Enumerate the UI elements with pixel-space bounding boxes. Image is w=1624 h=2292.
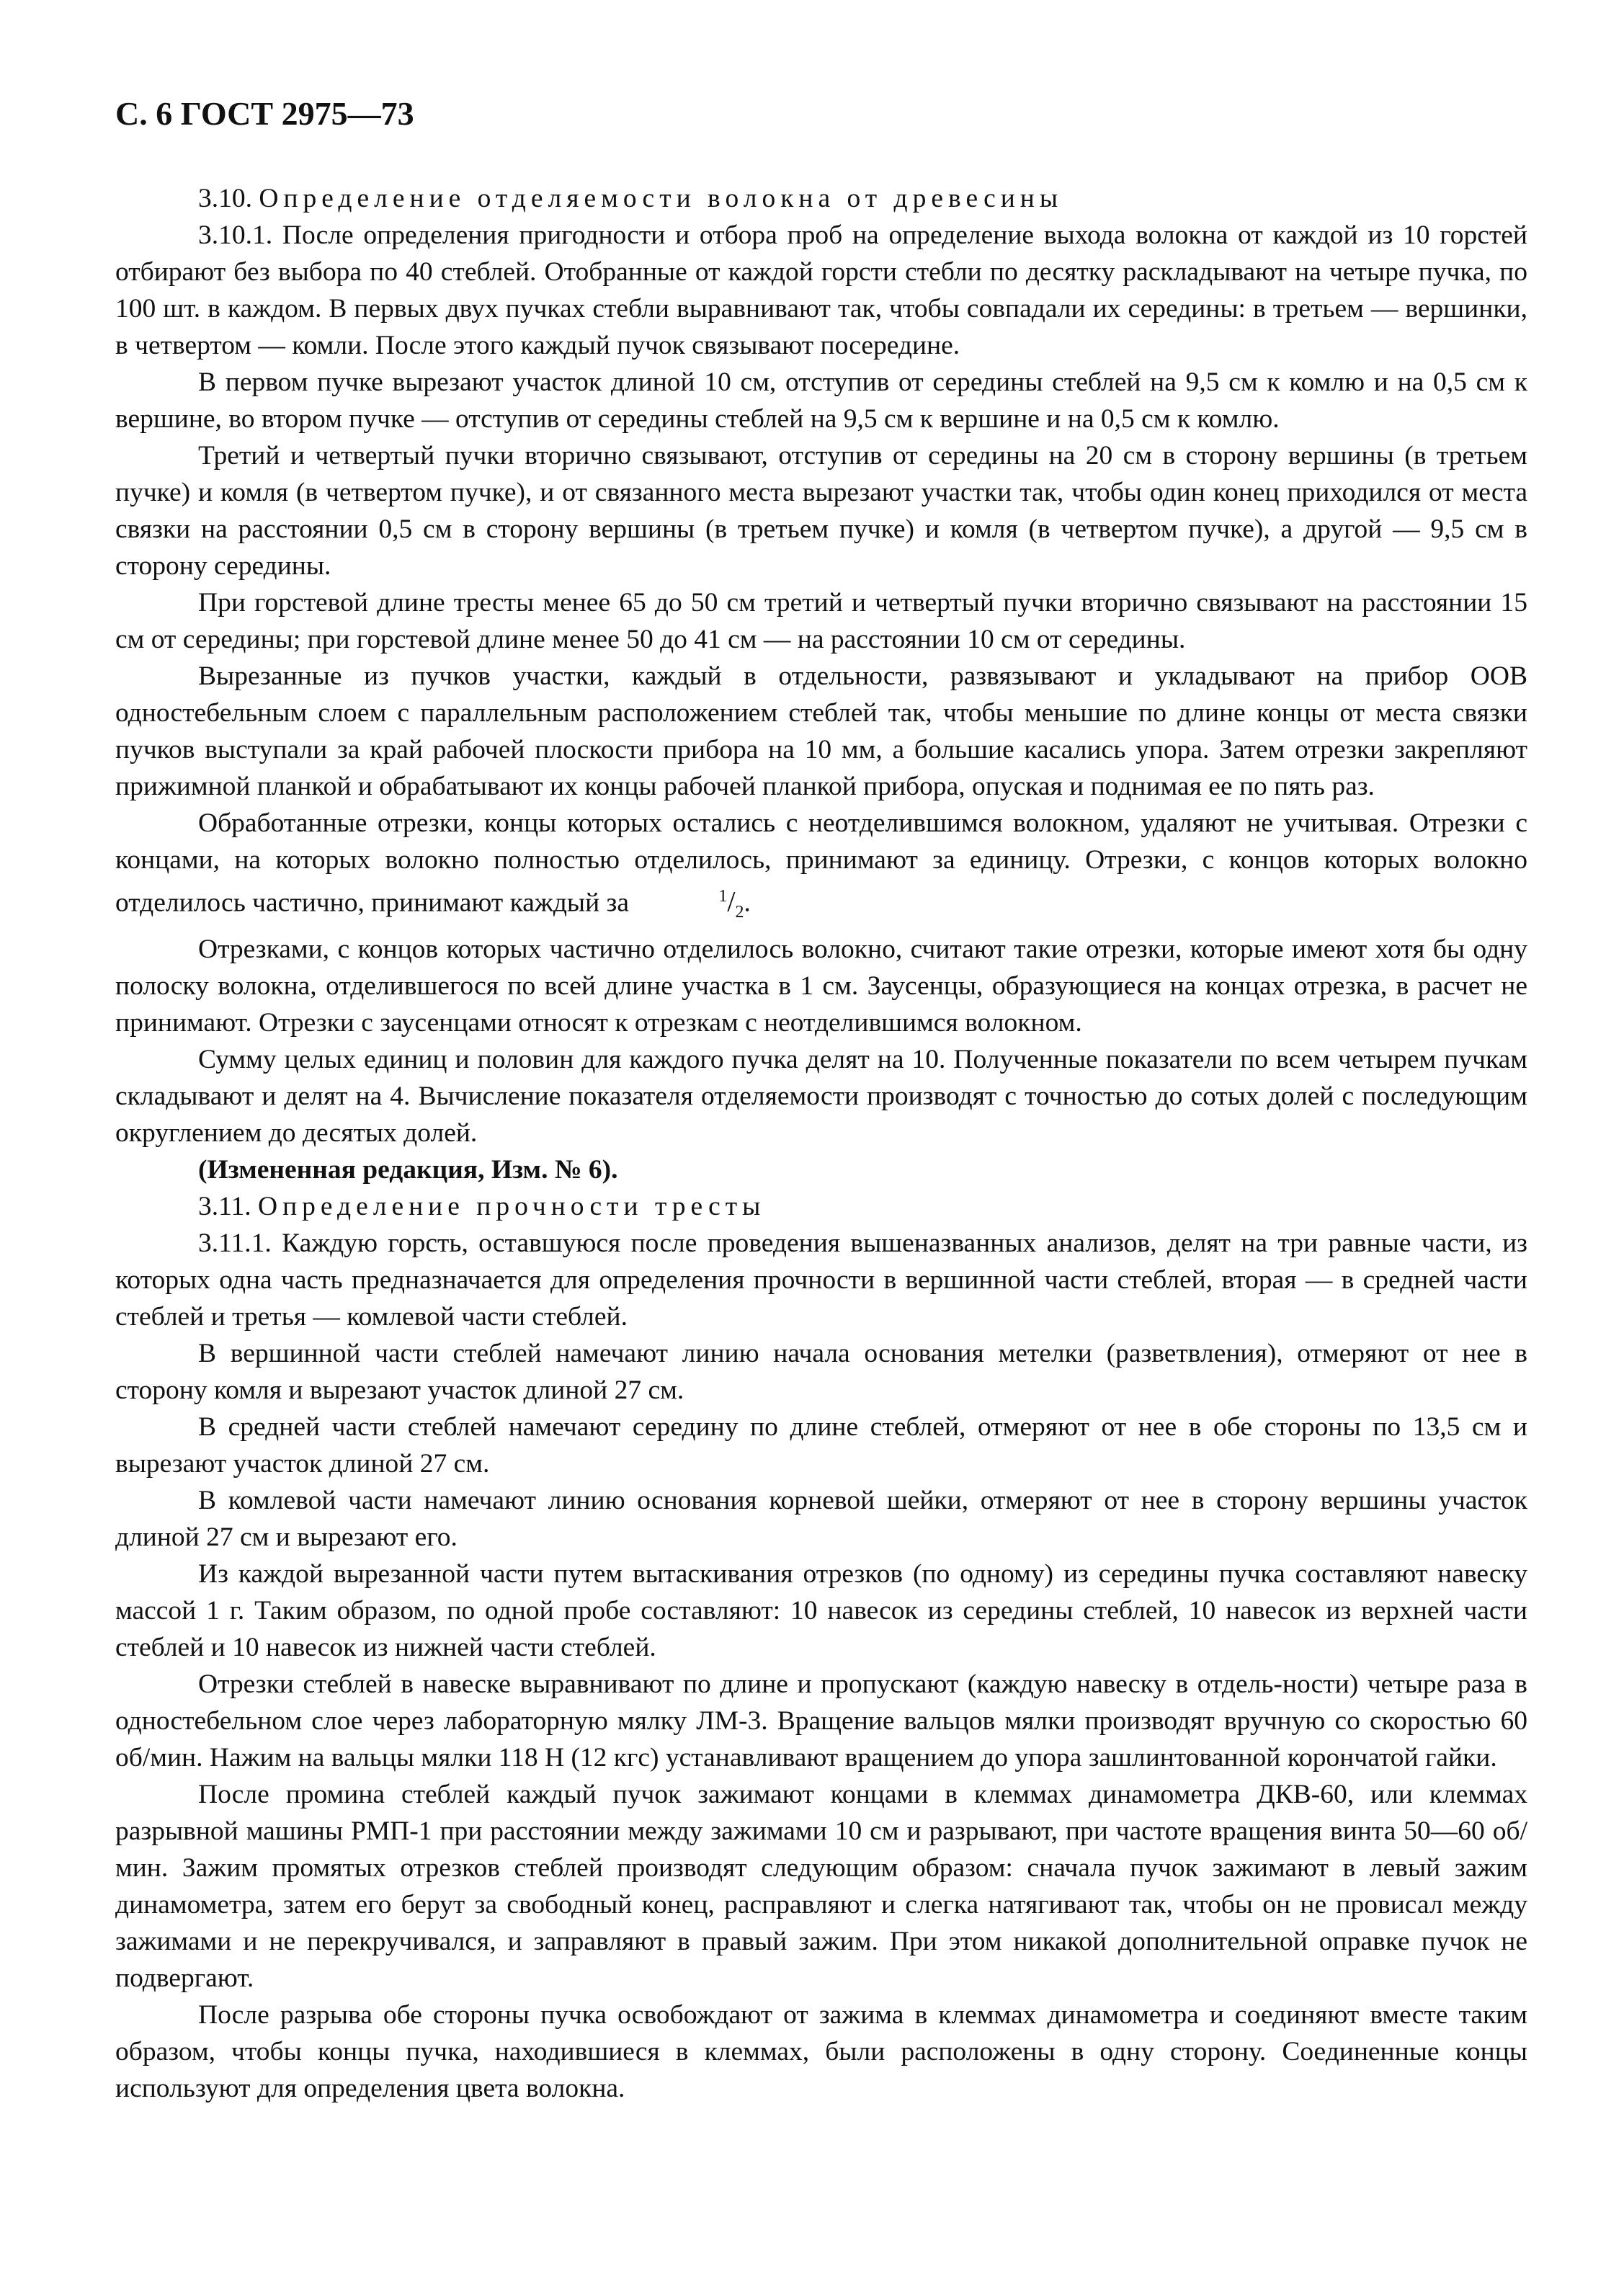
paragraph: В первом пучке вырезают участок длиной 10 см, отступив от середины стеблей на 9,5 см к комлю и на 0,5 см к вершине, во втором пучке — отступив от середины стеблей на 9,5 см к вершине и на 0,5 см к комлю. (115, 367, 1527, 434)
fraction-one-half (635, 878, 744, 931)
fraction-denominator: 2 (735, 903, 744, 922)
document-body (115, 180, 1527, 2107)
section-title: Определение прочности тресты (257, 1192, 766, 1221)
section-heading-3-10 (115, 180, 1527, 217)
section-heading-3-11 (115, 1188, 1527, 1225)
fraction-slash: / (727, 885, 736, 918)
paragraph: Отрезками, с концов которых частично отделилось волокно, считают такие отрезки, которые имеют хотя бы одну полоску волокна, отделившегося по всей длине участка в 1 см. Заусенцы, образующиеся на концах отрезка, в расчет не принимают. Отрезки с заусенцами относят к отрезкам с неотделившимся волокном. (115, 935, 1527, 1038)
paragraph: Третий и четвертый пучки вторично связывают, отступив от середины на 20 см в сторону вершины (в третьем пучке) и комля (в четвертом пучке), и от связанного места вырезают участки так, чтобы один конец приходился от места связки на расстоянии 0,5 см в сторону вершины (в третьем пучке) и комля (в четвертом пучке), а другой — 9,5 см в сторону середины. (115, 441, 1527, 581)
section-title: Определение отделяемости волокна от древесины (259, 184, 1063, 213)
paragraph-with-fraction (115, 805, 1527, 931)
document-page (115, 94, 1527, 2107)
paragraph: Вырезанные из пучков участки, каждый в отдельности, развязывают и укладывают на прибор ООВ одностебельным слоем с параллельным расположением стеблей так, чтобы меньшие по длине концы от места связки пучков выступали за край рабочей плоскости прибора на 10 мм, а большие касались упора. Затем отрезки закрепляют прижимной планкой и обрабатывают их концы рабочей планкой прибора, опуская и поднимая ее по пять раз. (115, 661, 1527, 801)
page-header: С. 6 ГОСТ 2975—73 (115, 95, 414, 132)
fraction-numerator: 1 (718, 887, 728, 906)
paragraph: В комлевой части намечают линию основания корневой шейки, отмеряют от нее в сторону вершины участок длиной 27 см и вырезают его. (115, 1486, 1527, 1552)
paragraph-end: . (744, 888, 751, 918)
paragraph: 3.11.1. Каждую горсть, оставшуюся после проведения вышеназванных анализов, делят на три равные части, из которых одна часть предназначается для определения прочности в вершинной части стеблей, вторая — в средней части стеблей и третья — комлевой части стеблей. (115, 1229, 1527, 1332)
paragraph: Из каждой вырезанной части путем вытаскивания отрезков (по одному) из середины пучка составляют навеску массой 1 г. Таким образом, по одной пробе составляют: 10 навесок из середины стеблей, 10 навесок из верхней части стеблей и 10 навесок из нижней части стеблей. (115, 1559, 1527, 1662)
paragraph: Отрезки стеблей в навеске выравнивают по длине и пропускают (каждую навеску в отдель-ности) четыре раза в одностебельном слое через лабораторную мялку ЛМ-3. Вращение вальцов мялки производят вручную со скоростью 60 об/мин. Нажим на вальцы мялки 118 Н (12 кгс) устанавливают вращением до упора зашлинтованной корончатой гайки. (115, 1669, 1527, 1772)
paragraph: В вершинной части стеблей намечают линию начала основания метелки (разветвления), отмеряют от нее в сторону комля и вырезают участок длиной 27 см. (115, 1339, 1527, 1405)
paragraph: После промина стеблей каждый пучок зажимают концами в клеммах динамометра ДКВ-60, или клеммах разрывной машины РМП-1 при расстоянии между зажимами 10 см и разрывают, при частоте вращения винта 50—60 об/мин. Зажим промятых отрезков стеблей производят следующим образом: сначала пучок зажимают в левый зажим динамометра, затем его берут за свободный конец, расправляют и слегка натягивают так, чтобы он не провисал между зажимами и не перекручивался, и заправляют в правый зажим. При этом никакой дополнительной оправке пучок не подвергают. (115, 1780, 1527, 1993)
paragraph-text: Обработанные отрезки, концы которых остались с неотделившимся волокном, удаляют не учитывая. Отрезки с концами, на которых волокно полностью отделилось, принимают за единицу. Отрезки, с концов которых волокно отделилось частично, принимают каждый за (115, 808, 1527, 918)
section-number: 3.11. (198, 1192, 251, 1221)
paragraph: Сумму целых единиц и половин для каждого пучка делят на 10. Полученные показатели по всем четырем пучкам складывают и делят на 4. Вычисление показателя отделяемости производят с точностью до сотых долей с последующим округлением до десятых долей. (115, 1045, 1527, 1148)
paragraph: После разрыва обе стороны пучка освобождают от зажима в клеммах динамометра и соединяют вместе таким образом, чтобы концы пучка, находившиеся в клеммах, были расположены в одну сторону. Соединенные концы используют для определения цвета волокна. (115, 2000, 1527, 2103)
paragraph: В средней части стеблей намечают середину по длине стеблей, отмеряют от нее в обе стороны по 13,5 см и вырезают участок длиной 27 см. (115, 1412, 1527, 1479)
amendment-note: (Измененная редакция, Изм. № 6). (198, 1155, 618, 1185)
paragraph: 3.10.1. После определения пригодности и отбора проб на определение выхода волокна от каждой из 10 горстей отбирают без выбора по 40 стеблей. Отобранные от каждой горсти стебли по десятку раскладывают на четыре пучка, по 100 шт. в каждом. В первых двух пучках стебли выравнивают так, чтобы совпадали их середины: в третьем — вершинки, в четвертом — комли. После этого каждый пучок связывают посередине. (115, 220, 1527, 360)
paragraph: При горстевой длине тресты менее 65 до 50 см третий и четвертый пучки вторично связывают на расстоянии 15 см от середины; при горстевой длине менее 50 до 41 см — на расстоянии 10 см от середины. (115, 588, 1527, 654)
section-number: 3.10. (198, 184, 252, 213)
